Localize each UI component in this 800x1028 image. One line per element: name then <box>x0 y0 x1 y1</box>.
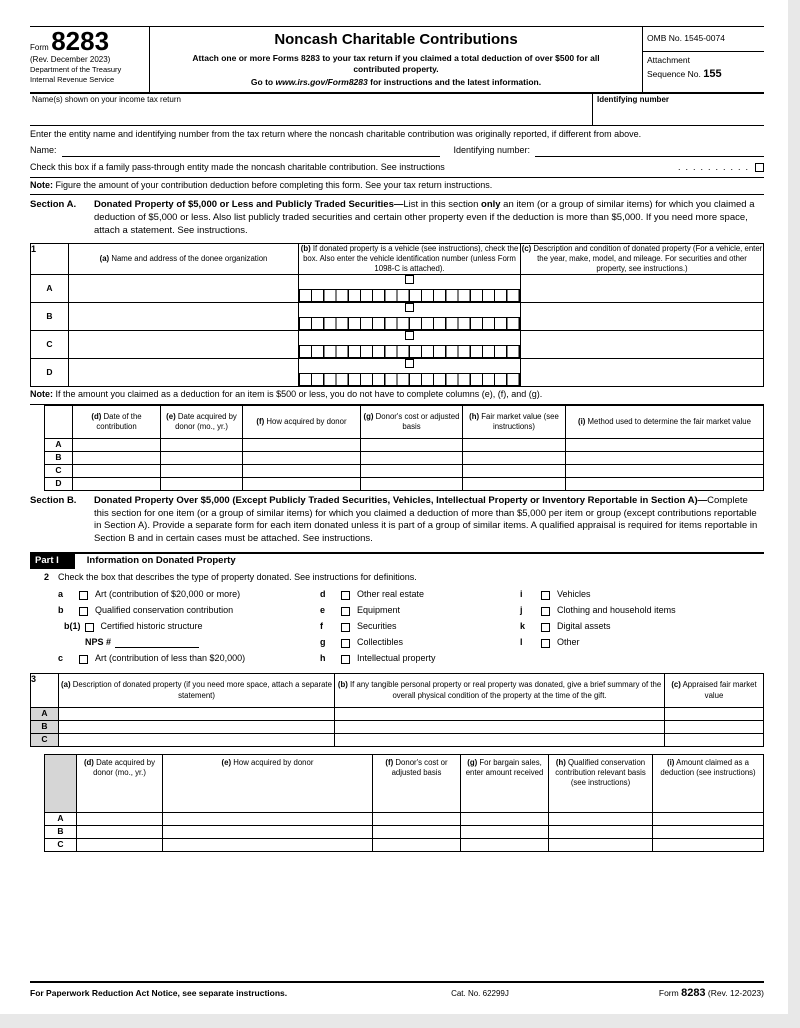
taxpayer-name-field[interactable] <box>30 94 592 125</box>
vin-input-d[interactable] <box>299 373 520 386</box>
nps-number-input[interactable] <box>115 638 199 648</box>
table1-row-b <box>31 303 764 331</box>
family-passthrough-line <box>30 161 764 178</box>
item-label-g: Collectibles <box>357 637 404 648</box>
item-label-c: Art (contribution of less than $20,000) <box>95 653 246 664</box>
fmv-method-b[interactable] <box>566 451 764 464</box>
item-label-k: Digital assets <box>557 621 611 632</box>
entity-name-label: Name: <box>30 145 57 156</box>
form-number-line <box>30 28 146 54</box>
table4-header-row <box>45 755 764 813</box>
form-footer <box>30 981 764 1000</box>
item-letter-k: k <box>520 621 526 632</box>
line-2-text: Check the box that describes the type of property donated. See instructions for definitions. <box>58 572 417 583</box>
date-contribution-d[interactable] <box>73 477 161 490</box>
footer-form-word: Form <box>658 987 682 998</box>
t4-date-acquired-a[interactable] <box>77 813 163 826</box>
section-a-detail-table <box>44 405 764 491</box>
col-d-header <box>73 405 161 438</box>
date-acquired-d[interactable] <box>161 477 243 490</box>
fmv-method-a[interactable] <box>566 438 764 451</box>
table4-row-a <box>45 813 764 826</box>
bargain-amount-c[interactable] <box>461 839 549 852</box>
col-g-text: Donor's cost or adjusted basis <box>373 411 460 431</box>
bargain-amount-b[interactable] <box>461 826 549 839</box>
row-label-a: A <box>31 275 69 303</box>
part-1-label: Part I <box>30 554 75 569</box>
property-item-e <box>320 603 520 619</box>
t4-col-e-header <box>163 755 373 813</box>
table1-row-d <box>31 359 764 387</box>
property-item-l <box>520 635 764 651</box>
section-a-heading <box>30 195 764 242</box>
property-item-k <box>520 619 764 635</box>
fair-market-value-c[interactable] <box>463 464 566 477</box>
date-contribution-b[interactable] <box>73 451 161 464</box>
t4-how-acquired-c[interactable] <box>163 839 373 852</box>
checkbox-clothing-household[interactable] <box>541 607 550 616</box>
goto-instruction <box>160 77 632 88</box>
sequence-label: Sequence No. <box>647 68 704 79</box>
paperwork-notice: For Paperwork Reduction Act Notice, see separate instructions. <box>30 987 288 998</box>
how-acquired-b[interactable] <box>243 451 361 464</box>
item-letter-e: e <box>320 605 326 616</box>
vehicle-cell-c <box>299 331 521 359</box>
taxpayer-name-label: Name(s) shown on your income tax return <box>32 95 181 105</box>
t3-col-b-header <box>335 674 665 708</box>
vin-input-a[interactable] <box>299 289 520 302</box>
line-3-number: 3 <box>31 674 59 708</box>
t3-col-c-header <box>665 674 764 708</box>
section-a-donee-table <box>30 243 764 387</box>
t4-date-acquired-c[interactable] <box>77 839 163 852</box>
description-entry-d[interactable] <box>521 359 764 387</box>
table2-header-row <box>45 405 764 438</box>
vehicle-checkbox-d[interactable] <box>405 359 414 368</box>
section-a-title: Donated Property of $5,000 or Less and Publicly Traded Securities— <box>94 199 404 211</box>
col-c-text: Description and condition of donated property (For a vehicle, enter the year, make, model, and mileage. For securities and other property, see instructions.) <box>531 243 763 273</box>
attachment-sequence <box>643 52 764 84</box>
t3-col-a-letter: (a) <box>61 680 71 690</box>
vin-input-c[interactable] <box>299 345 520 358</box>
condition-summary-a[interactable] <box>335 708 665 721</box>
t4-col-d-text: Date acquired by donor (mo., yr.) <box>93 758 156 778</box>
form-title: Noncash Charitable Contributions <box>274 31 518 48</box>
goto-pre: Go to <box>250 77 276 88</box>
t4-row-label-a: A <box>45 813 77 826</box>
col-h-letter: (h) <box>469 411 480 421</box>
t4-col-e-letter: (e) <box>221 758 232 768</box>
attach-instruction: Attach one or more Forms 8283 to your tax return if you claimed a total deduction of over $500 for all contributed property. <box>192 52 600 74</box>
entity-id-input[interactable] <box>535 146 764 157</box>
checkbox-other-real-estate[interactable] <box>341 591 350 600</box>
t4-how-acquired-b[interactable] <box>163 826 373 839</box>
vehicle-cell-b <box>299 303 521 331</box>
item-label-i: Vehicles <box>557 589 591 600</box>
section-b-description-table <box>30 673 764 747</box>
vehicle-cell-d <box>299 359 521 387</box>
date-contribution-c[interactable] <box>73 464 161 477</box>
item-letter-b: b <box>58 605 64 616</box>
line-2 <box>30 569 764 586</box>
property-type-grid <box>30 586 764 673</box>
item-label-f: Securities <box>357 621 397 632</box>
item-letter-g: g <box>320 637 326 648</box>
sequence-number: 155 <box>703 67 722 80</box>
col-f-header <box>243 405 361 438</box>
col-b-letter: (b) <box>300 243 311 253</box>
leader-dots: . . . . . . . . . . <box>677 161 748 172</box>
columns-note-text: If the amount you claimed as a deduction for an item is $500 or less, you do not have to complete columns (e), (f), and (g). <box>53 389 543 400</box>
date-acquired-c[interactable] <box>161 464 243 477</box>
form-number: 8283 <box>51 26 110 56</box>
vehicle-check-wrap-b <box>299 303 520 315</box>
col-a-text: Name and address of the donee organization <box>109 253 268 263</box>
t4-donor-cost-a[interactable] <box>373 813 461 826</box>
col-a-letter: (a) <box>99 253 110 263</box>
col-e-header <box>161 405 243 438</box>
fair-market-value-a[interactable] <box>463 438 566 451</box>
appraised-fmv-c[interactable] <box>665 734 764 747</box>
vehicle-checkbox-b[interactable] <box>405 303 414 312</box>
checkbox-securities[interactable] <box>341 623 350 632</box>
description-entry-b[interactable] <box>521 303 764 331</box>
vehicle-check-wrap-d <box>299 359 520 371</box>
how-acquired-c[interactable] <box>243 464 361 477</box>
row-label-d: D <box>31 359 69 387</box>
line-1-number: 1 <box>31 243 69 274</box>
checkbox-digital-assets[interactable] <box>541 623 550 632</box>
t4-col-d-letter: (d) <box>83 758 94 768</box>
col-g-header <box>361 405 463 438</box>
attachment-label: Attachment <box>647 55 690 66</box>
item-letter-j: j <box>520 605 523 616</box>
deduction-note <box>30 178 764 196</box>
col-d-letter: (d) <box>91 411 102 421</box>
item-letter-i: i <box>520 589 523 600</box>
row-label-d: D <box>45 477 73 490</box>
sequence-line <box>647 67 760 82</box>
t4-how-acquired-a[interactable] <box>163 813 373 826</box>
fmv-method-c[interactable] <box>566 464 764 477</box>
checkbox-other[interactable] <box>541 639 550 648</box>
table3-row-c <box>31 734 764 747</box>
t4-row-label-c: C <box>45 839 77 852</box>
t3-col-a-header <box>59 674 335 708</box>
property-item-c <box>58 651 320 667</box>
item-letter-f: f <box>320 621 323 632</box>
property-description-a[interactable] <box>59 708 335 721</box>
t3-row-label-b: B <box>31 721 59 734</box>
fair-market-value-b[interactable] <box>463 451 566 464</box>
item-letter-c: c <box>58 653 64 664</box>
item-letter-l: l <box>520 637 523 648</box>
t4-donor-cost-b[interactable] <box>373 826 461 839</box>
section-b-label: Section B. <box>30 494 77 506</box>
property-item-a <box>58 587 320 603</box>
form-header <box>30 26 764 94</box>
t4-col-f-text: Donor's cost or adjusted basis <box>391 758 448 778</box>
condition-summary-c[interactable] <box>335 734 665 747</box>
donor-cost-c[interactable] <box>361 464 463 477</box>
section-b-text: Complete this section for one item (or a group of similar items) for which you claimed a deduction of more than $5,000 per item or group (except contributions reportable in Section A). Provide a separate form for each item donated unless it is part of a group of similar items. A qualified appraisal is required for items reportable in Section B and in certain cases must be attached. See instructions. <box>94 494 758 545</box>
t4-row-label-b: B <box>45 826 77 839</box>
t3-col-b-letter: (b) <box>337 680 348 690</box>
footer-revision: (Rev. 12-2023) <box>705 987 764 998</box>
nps-label: NPS # <box>85 637 112 648</box>
col-g-letter: (g) <box>363 411 374 421</box>
col-h-text: Fair market value (see instructions) <box>479 411 559 431</box>
checkbox-vehicles[interactable] <box>541 591 550 600</box>
checkbox-intellectual-property[interactable] <box>341 655 350 664</box>
vehicle-check-wrap-c <box>299 331 520 343</box>
property-item-i <box>520 587 764 603</box>
t3-col-a-text: Description of donated property (if you need more space, attach a separate statement) <box>70 680 332 700</box>
donee-name-entry-b[interactable] <box>69 303 299 331</box>
property-column-1 <box>58 587 320 667</box>
t4-col-g-text: For bargain sales, enter amount received <box>465 758 544 778</box>
fmv-method-d[interactable] <box>566 477 764 490</box>
checkbox-certified-historic[interactable] <box>85 623 94 632</box>
how-acquired-a[interactable] <box>243 438 361 451</box>
col-e-text: Date acquired by donor (mo., yr.) <box>175 411 237 431</box>
item-label-h: Intellectual property <box>357 653 436 664</box>
appraised-fmv-a[interactable] <box>665 708 764 721</box>
section-b-body <box>94 495 764 546</box>
omb-number: OMB No. 1545-0074 <box>643 27 764 52</box>
date-acquired-b[interactable] <box>161 451 243 464</box>
table1-row-c <box>31 331 764 359</box>
col-c-header <box>521 243 764 274</box>
amount-claimed-c[interactable] <box>653 839 764 852</box>
family-passthrough-text: Check this box if a family pass-through entity made the noncash charitable contribution. See instructions <box>30 161 445 172</box>
table2-row-d <box>45 477 764 490</box>
col-a-header <box>69 243 299 274</box>
identifying-number-field[interactable] <box>592 94 764 125</box>
agency-line-2: Internal Revenue Service <box>30 75 115 85</box>
form-title-block <box>150 27 642 92</box>
t4-col-g-letter: (g) <box>467 758 478 768</box>
section-a-text-1: List in this section <box>403 199 482 211</box>
t3-col-c-letter: (c) <box>671 680 681 690</box>
form-word: Form <box>30 43 49 52</box>
item-label-b: Qualified conservation contribution <box>95 605 234 616</box>
note-label: Note: <box>30 179 53 190</box>
line-2-number: 2 <box>44 572 50 583</box>
bargain-amount-a[interactable] <box>461 813 549 826</box>
row-label-a: A <box>45 438 73 451</box>
checkbox-art-over-20000[interactable] <box>79 591 88 600</box>
property-item-j <box>520 603 764 619</box>
goto-post: for instructions and the latest information. <box>367 77 542 88</box>
donor-cost-d[interactable] <box>361 477 463 490</box>
t4-col-i-text: Amount claimed as a deduction (see instructions) <box>660 758 756 778</box>
form-number-block <box>30 27 150 92</box>
row-label-b: B <box>31 303 69 331</box>
checkbox-art-under-20000[interactable] <box>79 655 88 664</box>
columns-note <box>30 387 764 405</box>
col-i-header <box>566 405 764 438</box>
property-description-b[interactable] <box>59 721 335 734</box>
entity-name-input[interactable] <box>62 146 440 157</box>
donee-name-entry-a[interactable] <box>69 275 299 303</box>
table2-row-a <box>45 438 764 451</box>
description-entry-a[interactable] <box>521 275 764 303</box>
footer-form-number: 8283 <box>681 986 706 999</box>
property-item-h <box>320 651 520 667</box>
property-item-b <box>58 603 320 619</box>
part-1-bar <box>30 552 764 569</box>
entity-id-label: Identifying number: <box>453 145 531 156</box>
table3-row-a <box>31 708 764 721</box>
item-label-b1: Certified historic structure <box>100 621 203 632</box>
vehicle-checkbox-c[interactable] <box>405 331 414 340</box>
taxpayer-row <box>30 94 764 126</box>
entity-instruction: Enter the entity name and identifying number from the tax return where the noncash charitable contribution was originally reported, if different from above. <box>30 129 642 140</box>
t4-col-g-header <box>461 755 549 813</box>
col-f-letter: (f) <box>256 416 265 426</box>
revision-date: (Rev. December 2023) <box>30 55 111 64</box>
row-label-b: B <box>45 451 73 464</box>
row-label-c: C <box>45 464 73 477</box>
t4-date-acquired-b[interactable] <box>77 826 163 839</box>
t4-col-f-letter: (f) <box>385 758 394 768</box>
table2-row-b <box>45 451 764 464</box>
footer-form-id <box>659 986 764 1000</box>
t4-col-i-letter: (i) <box>667 758 675 768</box>
item-letter-d: d <box>320 589 326 600</box>
form-url-link[interactable]: www.irs.gov/Form8283 <box>275 77 368 88</box>
property-item-g <box>320 635 520 651</box>
col-i-letter: (i) <box>578 416 586 426</box>
table4-corner-cell <box>45 755 77 813</box>
columns-note-label: Note: <box>30 389 53 400</box>
property-description-c[interactable] <box>59 734 335 747</box>
agency-line-1: Department of the Treasury <box>30 65 122 75</box>
item-label-d: Other real estate <box>357 589 425 600</box>
vehicle-cell-a <box>299 275 521 303</box>
section-b-heading <box>30 491 764 551</box>
date-contribution-a[interactable] <box>73 438 161 451</box>
donee-name-entry-d[interactable] <box>69 359 299 387</box>
t4-col-f-header <box>373 755 461 813</box>
col-c-letter: (c) <box>521 243 532 253</box>
col-h-header <box>463 405 566 438</box>
item-label-j: Clothing and household items <box>557 605 676 616</box>
omb-block <box>642 27 764 92</box>
how-acquired-d[interactable] <box>243 477 361 490</box>
table2-row-c <box>45 464 764 477</box>
item-label-l: Other <box>557 637 580 648</box>
spacer <box>30 747 764 754</box>
section-a-text-2: an item (or a group of similar items) for which you claimed a deduction of $5,000 or less. Also list publicly traded securities and certain other property even if the deduction is more than $5,000. If you need more space, attach a statement. See instructions. <box>94 199 755 236</box>
section-b-detail-table <box>44 754 764 852</box>
part-1-title: Information on Donated Property <box>86 554 236 566</box>
family-passthrough-checkbox[interactable] <box>755 163 764 172</box>
col-d-text: Date of the contribution <box>96 411 142 431</box>
table4-row-c <box>45 839 764 852</box>
item-letter-b1: b(1) <box>64 621 81 632</box>
col-b-header <box>299 243 521 274</box>
table2-corner-cell <box>45 405 73 438</box>
checkbox-equipment[interactable] <box>341 607 350 616</box>
t4-col-i-header <box>653 755 764 813</box>
t4-donor-cost-c[interactable] <box>373 839 461 852</box>
property-column-3 <box>520 587 764 667</box>
col-b-text: If donated property is a vehicle (see instructions), check the box. Also enter the vehicle identification number (unless Form 1098-C is attached). <box>303 243 519 273</box>
donee-name-entry-c[interactable] <box>69 331 299 359</box>
vehicle-check-wrap-a <box>299 275 520 287</box>
section-a-label: Section A. <box>30 199 77 211</box>
section-a-only: only <box>481 199 501 211</box>
checkbox-collectibles[interactable] <box>341 639 350 648</box>
note-text: Figure the amount of your contribution deduction before completing this form. See your tax return instructions. <box>53 179 493 190</box>
section-a-body <box>94 199 764 237</box>
t3-row-label-a: A <box>31 708 59 721</box>
t3-col-b-text: If any tangible personal property or real property was donated, give a brief summary of the overall physical condition of the property at the time of the gift. <box>347 680 662 700</box>
section-b-title: Donated Property Over $5,000 (Except Publicly Traded Securities, Vehicles, Intellectual Property or Inventory Reportable in Section A)— <box>94 494 708 506</box>
t3-col-c-text: Appraised fair market value <box>680 680 757 700</box>
date-acquired-a[interactable] <box>161 438 243 451</box>
item-label-a: Art (contribution of $20,000 or more) <box>95 589 241 600</box>
checkbox-qualified-conservation[interactable] <box>79 607 88 616</box>
donor-cost-a[interactable] <box>361 438 463 451</box>
item-label-e: Equipment <box>357 605 401 616</box>
identifying-number-label: Identifying number <box>597 95 669 105</box>
t4-col-h-letter: (h) <box>555 758 566 768</box>
table1-header-row <box>31 243 764 274</box>
vin-input-b[interactable] <box>299 317 520 330</box>
vehicle-checkbox-a[interactable] <box>405 275 414 284</box>
property-item-f <box>320 619 520 635</box>
table1-row-a <box>31 275 764 303</box>
amount-claimed-b[interactable] <box>653 826 764 839</box>
donor-cost-b[interactable] <box>361 451 463 464</box>
condition-summary-b[interactable] <box>335 721 665 734</box>
table4-row-b <box>45 826 764 839</box>
t4-col-h-header <box>549 755 653 813</box>
property-item-d <box>320 587 520 603</box>
fair-market-value-d[interactable] <box>463 477 566 490</box>
description-entry-c[interactable] <box>521 331 764 359</box>
qcc-relevant-basis-a[interactable] <box>549 813 653 826</box>
qcc-relevant-basis-c[interactable] <box>549 839 653 852</box>
qcc-relevant-basis-b[interactable] <box>549 826 653 839</box>
item-letter-a: a <box>58 589 64 600</box>
catalog-number: Cat. No. 62299J <box>451 988 509 998</box>
t3-row-label-c: C <box>31 734 59 747</box>
table3-row-b <box>31 721 764 734</box>
table3-header-row <box>31 674 764 708</box>
t4-col-e-text: How acquired by donor <box>231 758 314 768</box>
row-label-c: C <box>31 331 69 359</box>
col-f-text: How acquired by donor <box>264 416 347 426</box>
col-i-text: Method used to determine the fair market value <box>585 416 751 426</box>
entity-name-line <box>30 143 764 161</box>
property-item-b1 <box>58 619 320 635</box>
t4-col-h-text: Qualified conservation contribution relevant basis (see instructions) <box>555 758 646 788</box>
appraised-fmv-b[interactable] <box>665 721 764 734</box>
t4-col-d-header <box>77 755 163 813</box>
property-column-2 <box>320 587 520 667</box>
nps-number-row <box>58 635 320 651</box>
col-e-letter: (e) <box>166 411 176 421</box>
item-letter-h: h <box>320 653 326 664</box>
amount-claimed-a[interactable] <box>653 813 764 826</box>
